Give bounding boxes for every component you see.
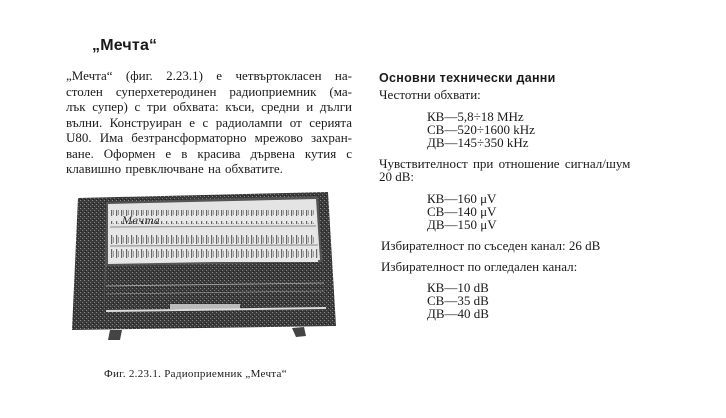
paragraph-line: вълни. Конструиран е с радиолампи от серията bbox=[66, 114, 352, 130]
description-paragraph bbox=[66, 68, 352, 177]
paragraph-line: „Мечта“ (фиг. 2.23.1) е четвъртокласен на- bbox=[66, 68, 352, 83]
frequency-label: Честотни обхвати: bbox=[379, 87, 481, 102]
specs-heading: Основни технически данни bbox=[379, 71, 556, 85]
sensitivity-label: Чувствителност при отношение сигнал/шум bbox=[379, 156, 631, 171]
image-selectivity-dv: ДВ—40 dB bbox=[427, 306, 489, 321]
article-title: „Мечта“ bbox=[92, 37, 158, 54]
image-selectivity-sv: СВ—35 dB bbox=[427, 293, 489, 308]
frequency-range-sv: СВ—520÷1600 kHz bbox=[427, 122, 535, 137]
sensitivity-label-cont: 20 dB: bbox=[379, 169, 415, 184]
adjacent-channel-selectivity: Избирателност по съседен канал: 26 dB bbox=[381, 238, 601, 253]
paragraph-line: лък супер) с три обхвата: къси, средни и дълги bbox=[66, 99, 352, 114]
sensitivity-dv: ДВ—150 μV bbox=[427, 217, 497, 232]
sensitivity-kv: КВ—160 μV bbox=[427, 191, 497, 206]
paragraph-line: ване. Оформен е в красива дървена кутия с bbox=[66, 145, 352, 161]
radio-receiver-photo bbox=[70, 190, 338, 342]
image-selectivity-kv: КВ—10 dB bbox=[427, 280, 489, 295]
frequency-range-dv: ДВ—145÷350 kHz bbox=[427, 135, 529, 150]
dial-brand-label: Мечта bbox=[122, 216, 160, 227]
paragraph-line: столен суперхетеродинен радиоприемник (ма- bbox=[66, 83, 352, 99]
paragraph-line: U80. Има безтрансформаторно мрежово захран- bbox=[66, 130, 352, 145]
sensitivity-sv: СВ—140 μV bbox=[427, 204, 497, 219]
paragraph-line: клавишно превключване на обхватите. bbox=[66, 161, 283, 176]
frequency-range-kv: КВ—5,8÷18 MHz bbox=[427, 109, 524, 124]
image-channel-selectivity-label: Избирателност по огледален канал: bbox=[381, 259, 578, 274]
figure-caption: Фиг. 2.23.1. Радиоприемник „Мечта“ bbox=[104, 368, 287, 380]
